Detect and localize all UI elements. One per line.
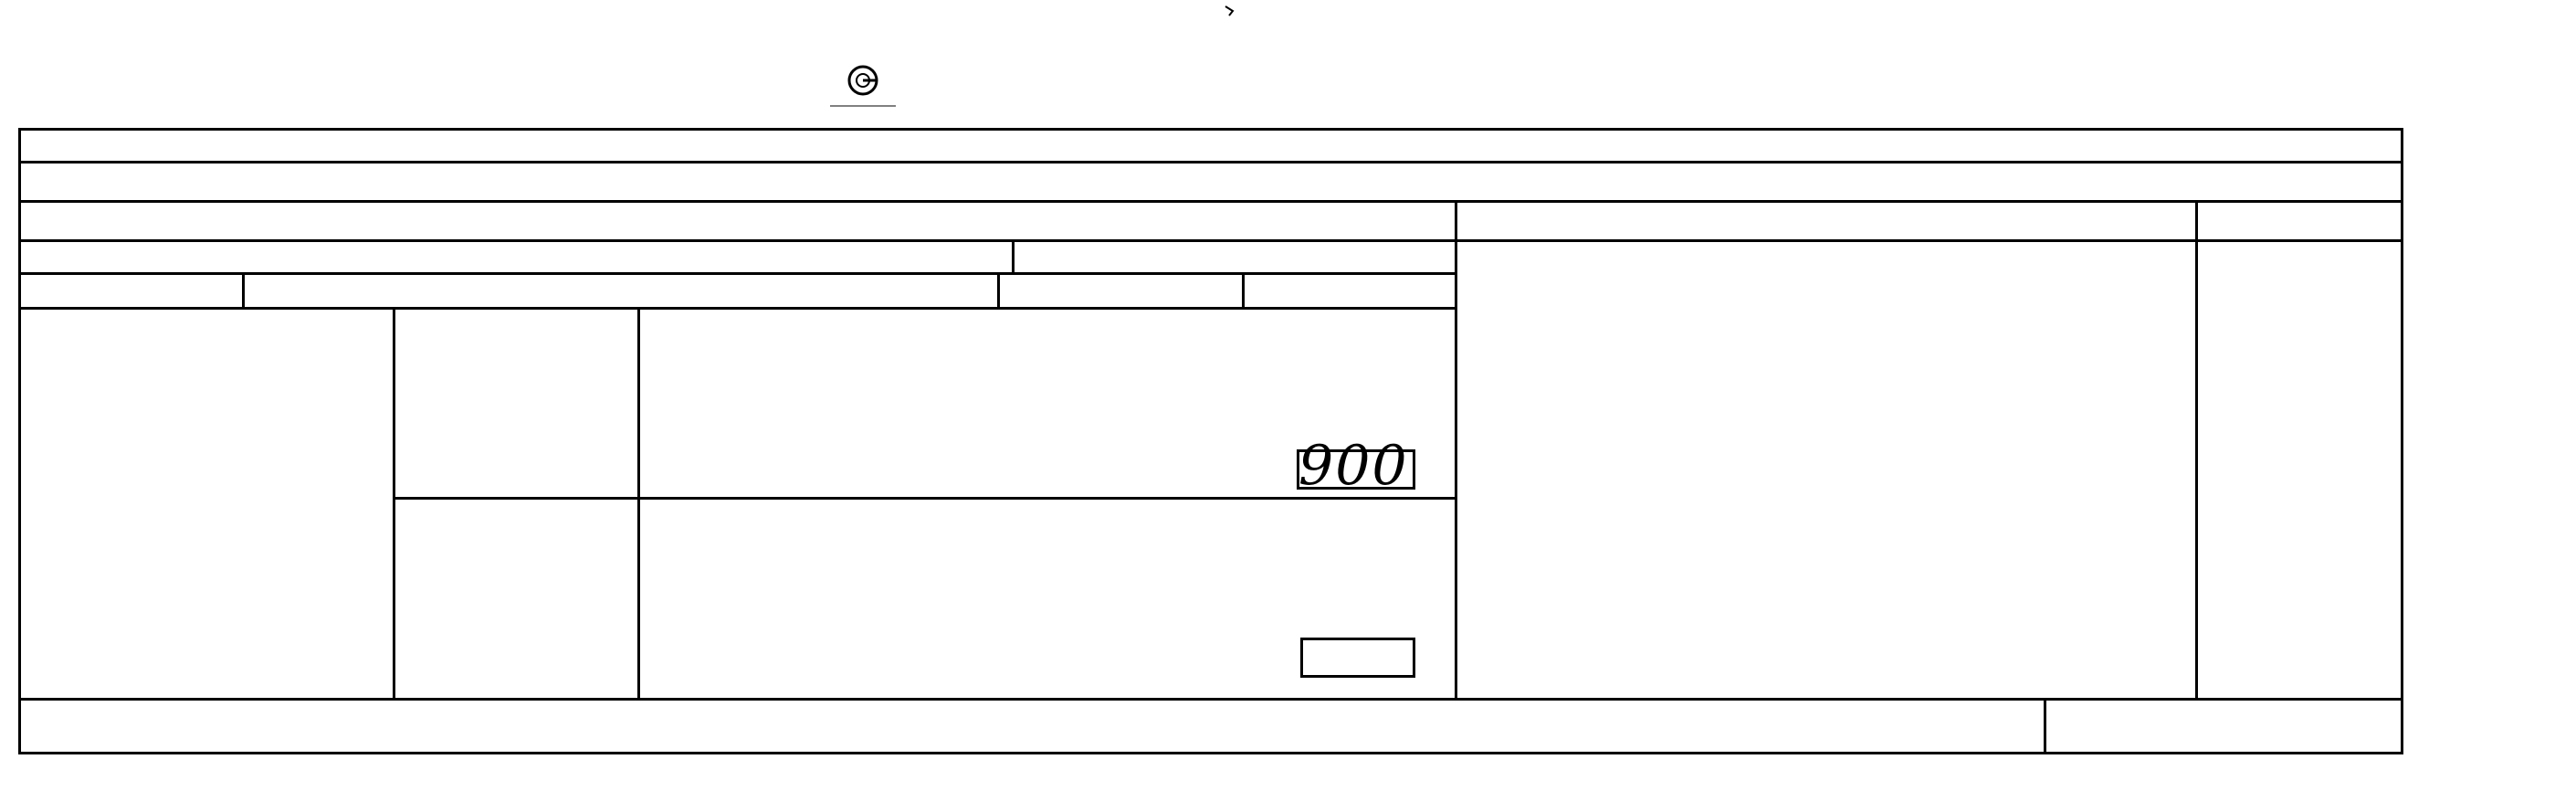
divider (18, 272, 1455, 275)
documento-cell (251, 241, 260, 274)
divider (1242, 272, 1245, 307)
second-visit-time-box (1300, 638, 1415, 678)
divider (18, 239, 1455, 242)
divider (18, 161, 2403, 163)
divider (18, 200, 2403, 203)
divider (1455, 200, 1457, 698)
divider (2044, 698, 2046, 754)
form-frame (18, 128, 2403, 754)
divider (1012, 239, 1015, 272)
divider (393, 497, 1455, 500)
certipostal-logo (826, 64, 899, 115)
divider (2195, 200, 2198, 698)
divider (242, 272, 245, 307)
divider (18, 307, 1455, 310)
divider (393, 307, 395, 698)
first-visit-time-handwritten: 900 (1299, 434, 1409, 498)
barcode (1491, 53, 2222, 119)
admision-cell (1021, 241, 1032, 274)
divider (637, 307, 640, 698)
divider (997, 272, 1000, 307)
logo-emblem-icon (826, 64, 899, 115)
scan-mark (1224, 4, 1235, 16)
mark-icon (1224, 4, 1236, 18)
divider (1455, 239, 2403, 242)
